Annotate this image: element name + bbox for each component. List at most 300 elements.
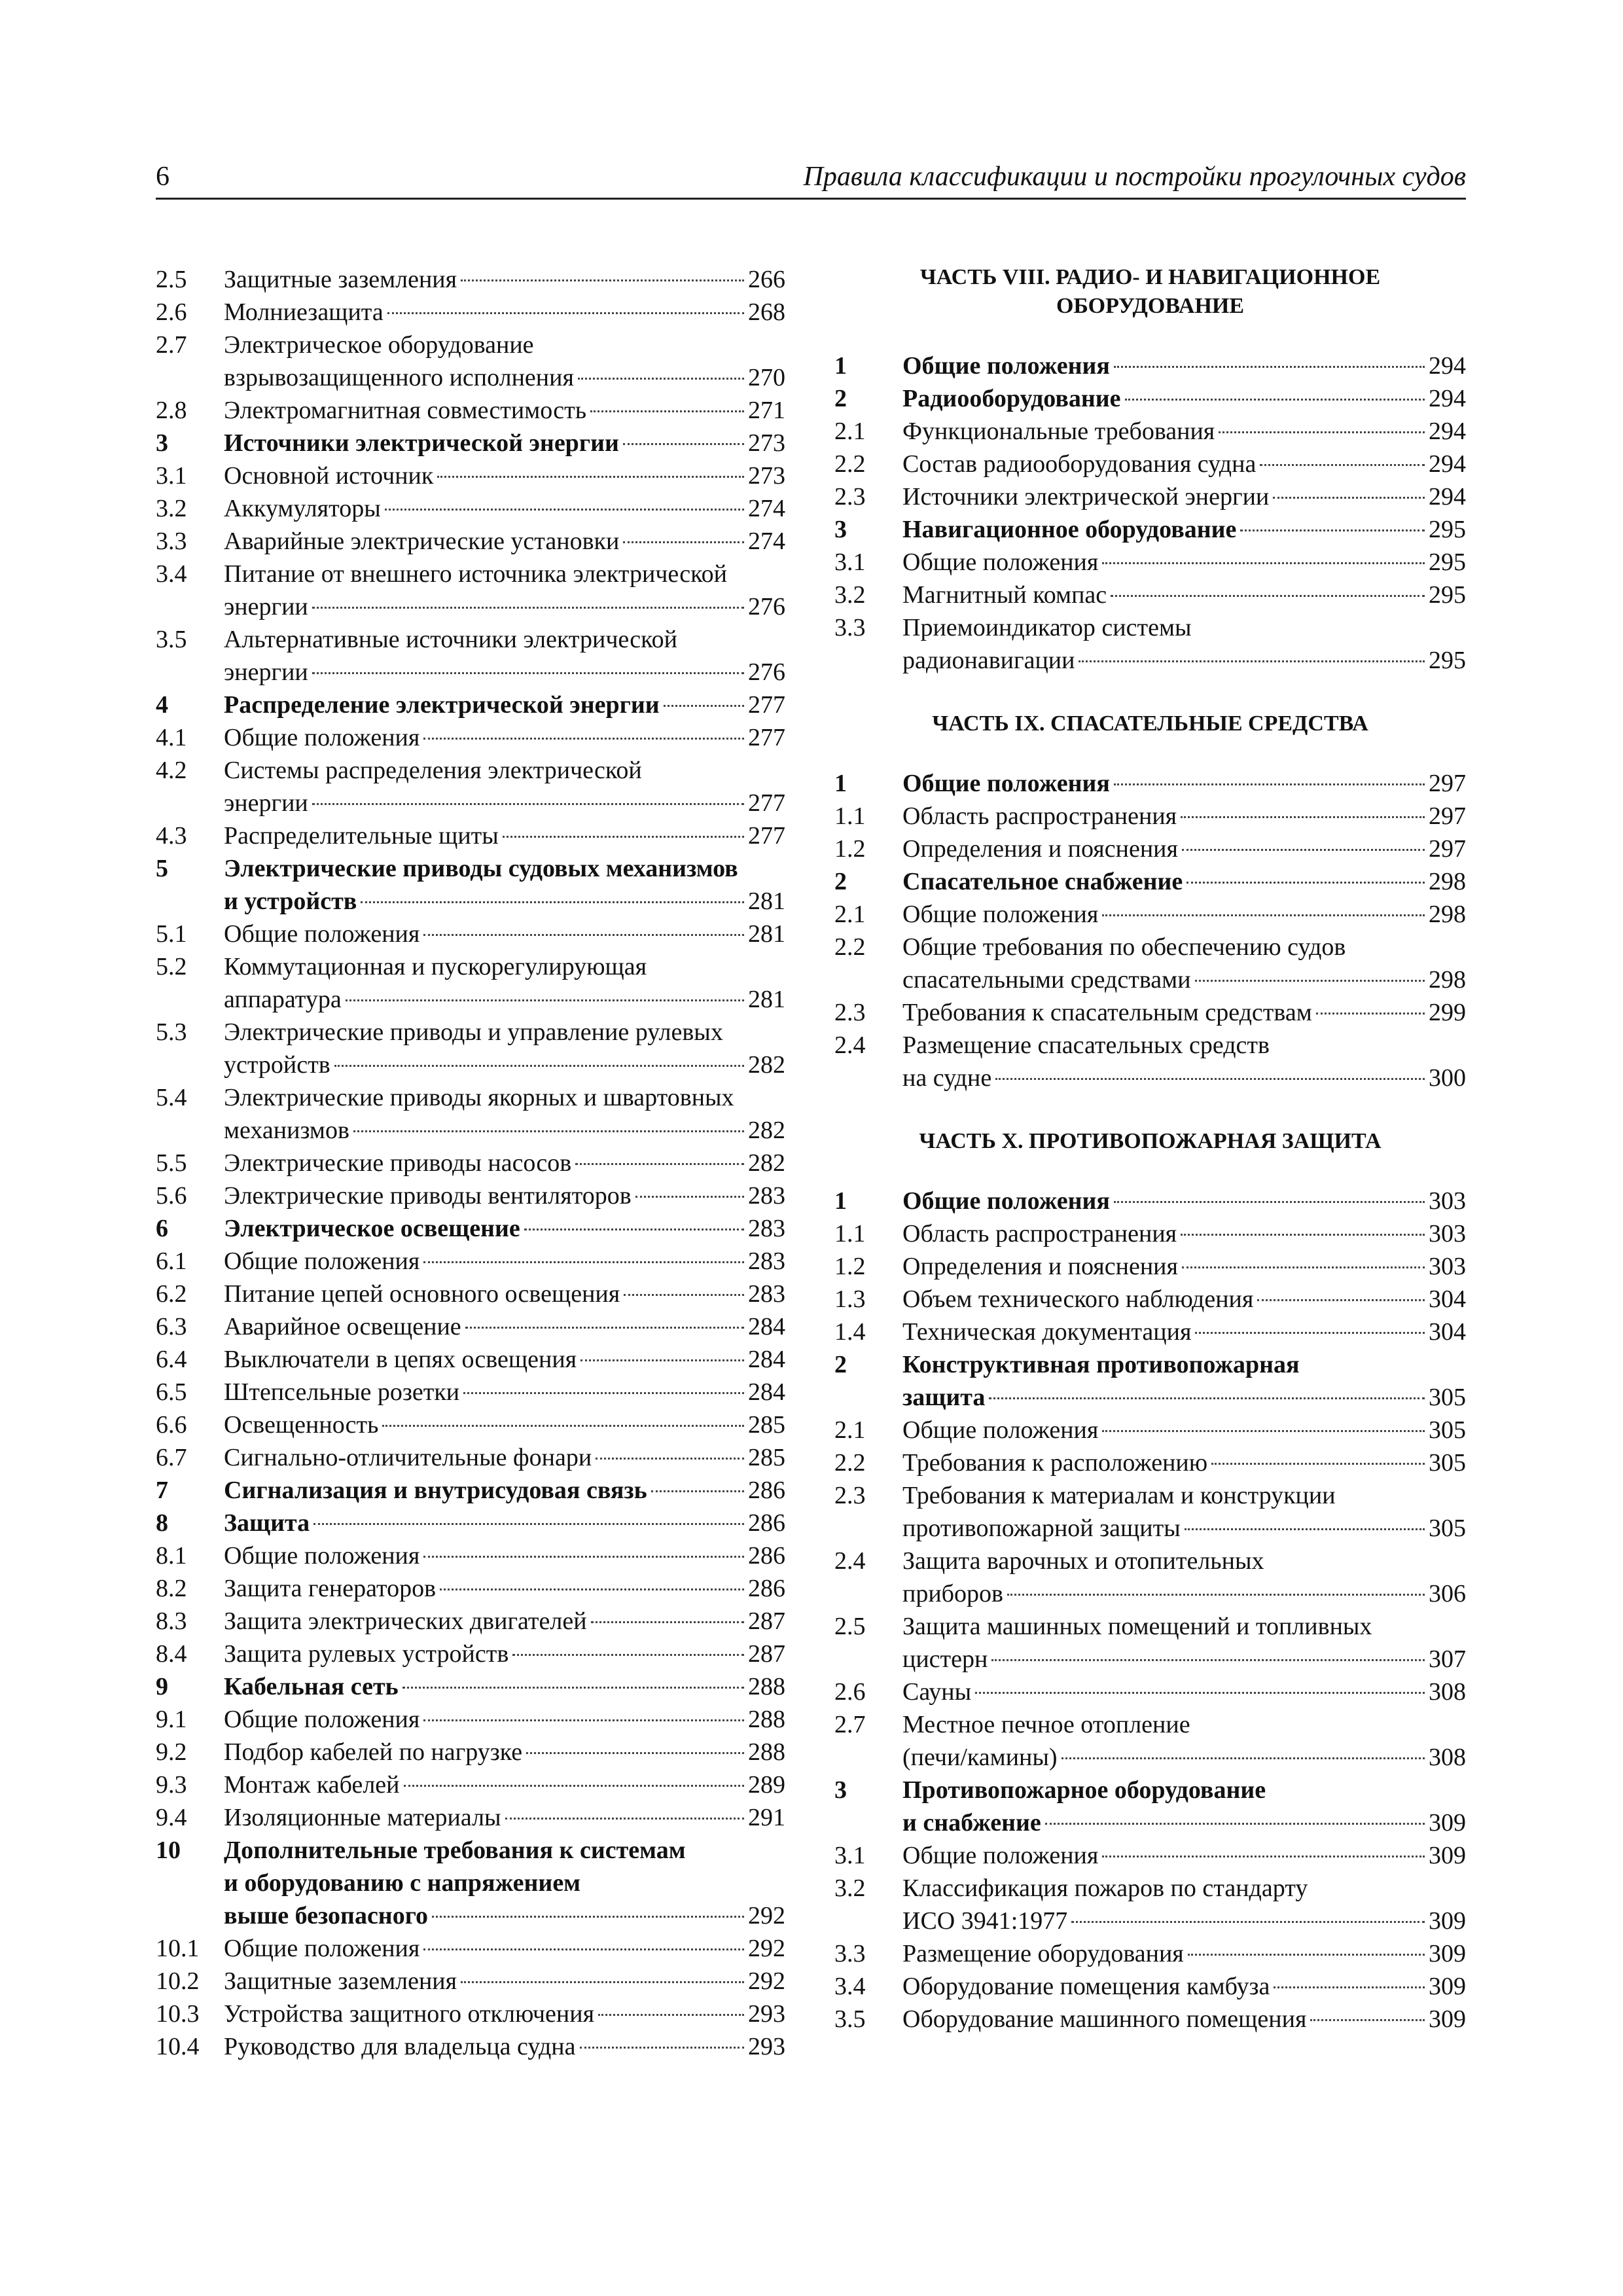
entry-title-line: и устройств <box>224 888 357 915</box>
section-number: 6.3 <box>156 1313 187 1340</box>
entry-title-line: Размещение оборудования <box>902 1940 1184 1967</box>
part-heading-line: ЧАСТЬ IX. СПАСАТЕЛЬНЫЕ СРЕДСТВА <box>932 711 1368 736</box>
entry-title <box>224 1932 785 1965</box>
entry-title-line: Питание цепей основного освещения <box>224 1280 620 1308</box>
entry-title <box>224 689 785 721</box>
page-ref: 283 <box>748 1280 785 1308</box>
toc-entry <box>834 415 1466 448</box>
section-number: 3 <box>834 1776 847 1804</box>
toc-entry <box>156 427 785 459</box>
entry-title-line: Спасательное снабжение <box>902 868 1183 895</box>
toc-entry <box>156 1016 785 1081</box>
entry-last-line <box>224 1768 785 1801</box>
entry-last-line <box>902 1937 1466 1970</box>
entry-title-line: Защитные заземления <box>224 266 457 293</box>
section-number: 9.4 <box>156 1804 187 1831</box>
section-number: 2.1 <box>834 901 866 928</box>
entry-last-line <box>224 263 785 296</box>
dot-leader <box>503 836 744 838</box>
page-ref: 305 <box>1429 1449 1466 1477</box>
entry-last-line <box>224 1605 785 1638</box>
entry-last-line <box>224 492 785 525</box>
section-number: 2.2 <box>834 933 866 961</box>
page-ref: 292 <box>748 1935 785 1962</box>
page-ref: 309 <box>1429 2005 1466 2033</box>
dot-leader <box>1219 431 1425 433</box>
entry-title-line: выше безопасного <box>224 1902 429 1929</box>
page-ref: 284 <box>748 1313 785 1340</box>
entry-last-line <box>224 1408 785 1441</box>
entry-title <box>902 1348 1466 1414</box>
entry-title <box>224 329 785 394</box>
toc-entry <box>834 1708 1466 1774</box>
section-number: 1.1 <box>834 802 866 830</box>
section-number: 3.4 <box>156 560 187 588</box>
entry-title <box>902 1250 1466 1283</box>
toc-entry <box>156 1703 785 1736</box>
dot-leader <box>975 1692 1425 1694</box>
entry-title-line: Магнитный компас <box>902 581 1107 609</box>
entry-title <box>224 296 785 329</box>
toc-entry <box>156 1179 785 1212</box>
entry-last-line <box>902 644 1466 677</box>
section-number: 2.2 <box>834 450 866 478</box>
dot-leader <box>463 1392 744 1394</box>
entry-title <box>224 263 785 296</box>
dot-leader <box>590 410 744 412</box>
page-ref: 288 <box>748 1673 785 1700</box>
entry-title <box>224 819 785 852</box>
toc-entry <box>156 1441 785 1474</box>
entry-title <box>224 1605 785 1638</box>
entry-last-line <box>902 800 1466 833</box>
dot-leader <box>505 1818 744 1820</box>
dot-leader <box>423 1556 744 1558</box>
entry-last-line <box>902 480 1466 513</box>
entry-title-line: Классификация пожаров по стандарту <box>902 1874 1308 1902</box>
section-number: 6.6 <box>156 1411 187 1439</box>
entry-title <box>224 1834 785 1932</box>
entry-last-line <box>902 1062 1466 1094</box>
toc-entry <box>834 1414 1466 1446</box>
toc-entry <box>834 350 1466 382</box>
section-number: 2 <box>834 1351 847 1378</box>
entry-title <box>224 1245 785 1278</box>
entry-title <box>902 1545 1466 1610</box>
toc-entry <box>834 865 1466 898</box>
section-number: 1.4 <box>834 1318 866 1346</box>
entry-last-line <box>902 1414 1466 1446</box>
entry-last-line <box>224 1114 785 1147</box>
entry-title <box>902 611 1466 677</box>
toc-entry <box>156 689 785 721</box>
entry-last-line <box>224 1179 785 1212</box>
section-number: 10.4 <box>156 2033 200 2060</box>
entry-title <box>224 852 785 918</box>
dot-leader <box>664 705 744 707</box>
section-number: 10 <box>156 1837 181 1864</box>
entry-title-line: ИСО 3941:1977 <box>902 1907 1068 1935</box>
entry-last-line <box>224 590 785 623</box>
page-ref: 274 <box>748 528 785 555</box>
page-ref: 288 <box>748 1706 785 1733</box>
section-number: 2.6 <box>834 1678 866 1706</box>
entry-title <box>902 996 1466 1029</box>
page-number: 6 <box>156 162 169 192</box>
section-number: 3.3 <box>156 528 187 555</box>
dot-leader <box>432 1916 744 1918</box>
section-number: 3.3 <box>834 614 866 641</box>
page-ref: 292 <box>748 1967 785 1995</box>
entry-title-line: энергии <box>224 593 308 620</box>
section-number: 8.1 <box>156 1542 187 1570</box>
toc-entry <box>156 2030 785 2063</box>
entry-title <box>902 1414 1466 1446</box>
entry-title <box>902 1970 1466 2003</box>
entry-last-line <box>224 1899 785 1932</box>
entry-last-line <box>902 1643 1466 1676</box>
dot-leader <box>1061 1757 1425 1759</box>
dot-leader <box>623 443 744 445</box>
entry-title-line: Питание от внешнего источника электрической <box>224 560 727 588</box>
toc-entry <box>834 898 1466 931</box>
toc-entry <box>834 546 1466 579</box>
toc-entry <box>834 1970 1466 2003</box>
dot-leader <box>1195 980 1425 982</box>
dot-leader <box>1114 366 1425 368</box>
entry-last-line <box>224 1049 785 1081</box>
dot-leader <box>1182 1266 1425 1268</box>
entry-title-line: защита <box>902 1384 986 1411</box>
entry-title-line: Оборудование машинного помещения <box>902 2005 1307 2033</box>
dot-leader <box>1102 1856 1425 1857</box>
entry-last-line <box>224 394 785 427</box>
entry-last-line <box>902 1905 1466 1937</box>
entry-last-line <box>224 1245 785 1278</box>
entry-last-line <box>224 1343 785 1376</box>
entry-title <box>224 1376 785 1408</box>
entry-last-line <box>224 1441 785 1474</box>
entry-last-line <box>902 1512 1466 1545</box>
page-ref: 305 <box>1429 1515 1466 1542</box>
section-number: 2.1 <box>834 1416 866 1444</box>
page-ref: 303 <box>1429 1253 1466 1280</box>
entry-last-line <box>902 1381 1466 1414</box>
dot-leader <box>1102 1430 1425 1432</box>
entry-title-line: аппаратура <box>224 986 342 1013</box>
dot-leader <box>423 1948 744 1950</box>
dot-leader <box>1181 816 1425 818</box>
section-number: 2.4 <box>834 1547 866 1575</box>
section-number: 10.3 <box>156 2000 200 2028</box>
toc-entry <box>834 382 1466 415</box>
entry-title-line: Общие положения <box>902 1416 1099 1444</box>
toc-entry <box>156 1245 785 1278</box>
entry-title-line: Общие положения <box>902 770 1110 797</box>
section-number: 8.4 <box>156 1640 187 1668</box>
section-number: 1.1 <box>834 1220 866 1247</box>
entry-title <box>224 525 785 558</box>
dot-leader <box>524 1229 744 1230</box>
dot-leader <box>423 1261 744 1263</box>
entry-title <box>902 1029 1466 1094</box>
section-number: 5.5 <box>156 1149 187 1177</box>
entry-title-line: Общие положения <box>902 1842 1099 1869</box>
entry-title <box>224 1343 785 1376</box>
entry-title-line: Дополнительные требования к системам <box>224 1837 686 1864</box>
entry-title <box>224 1016 785 1081</box>
entry-title <box>902 1610 1466 1676</box>
entry-last-line <box>224 918 785 950</box>
dot-leader <box>1195 1332 1425 1334</box>
section-number: 3 <box>834 516 847 543</box>
dot-leader <box>1102 562 1425 564</box>
entry-title-line: Источники электрической энергии <box>902 483 1270 511</box>
section-number: 3.4 <box>834 1973 866 2000</box>
entry-last-line <box>224 1932 785 1965</box>
dot-leader <box>995 1078 1425 1080</box>
entry-title-line: энергии <box>224 658 308 686</box>
page-ref: 295 <box>1429 548 1466 576</box>
entry-title-line: Освещенность <box>224 1411 379 1439</box>
dot-leader <box>1240 529 1425 531</box>
toc-entry <box>156 1801 785 1834</box>
entry-title <box>224 623 785 689</box>
toc-entry <box>834 1479 1466 1545</box>
page-ref: 297 <box>1429 802 1466 830</box>
dot-leader <box>1007 1594 1425 1596</box>
entry-title-line: приборов <box>902 1580 1003 1607</box>
entry-title <box>224 558 785 623</box>
dot-leader <box>1111 595 1425 597</box>
toc-entry <box>156 1310 785 1343</box>
toc-entry <box>834 931 1466 996</box>
page-ref: 299 <box>1429 999 1466 1026</box>
page-ref: 309 <box>1429 1809 1466 1837</box>
part-heading-line: ОБОРУДОВАНИЕ <box>1056 294 1245 318</box>
toc-entry <box>834 1610 1466 1676</box>
entry-last-line <box>902 448 1466 480</box>
section-number: 9.2 <box>156 1738 187 1766</box>
toc-entry <box>156 1932 785 1965</box>
section-number: 5.2 <box>156 953 187 980</box>
toc-entry <box>834 767 1466 800</box>
toc-entry <box>834 1937 1466 1970</box>
entry-title-line: Размещение спасательных средств <box>902 1031 1270 1059</box>
dot-leader <box>1257 1299 1425 1301</box>
page-ref: 281 <box>748 986 785 1013</box>
page-ref: 288 <box>748 1738 785 1766</box>
dot-leader <box>598 2014 744 2016</box>
page-ref: 282 <box>748 1117 785 1144</box>
entry-last-line <box>902 1970 1466 2003</box>
entry-title <box>902 865 1466 898</box>
page-ref: 304 <box>1429 1285 1466 1313</box>
entry-title <box>224 950 785 1016</box>
section-number: 1.2 <box>834 1253 866 1280</box>
entry-last-line <box>902 898 1466 931</box>
entry-title <box>224 1474 785 1507</box>
entry-title <box>224 1736 785 1768</box>
entry-title-line: Защита машинных помещений и топливных <box>902 1613 1372 1640</box>
page-ref: 287 <box>748 1607 785 1635</box>
dot-leader <box>578 378 744 380</box>
entry-title <box>902 1217 1466 1250</box>
page-ref: 309 <box>1429 1842 1466 1869</box>
entry-title-line: Требования к спасательным средствам <box>902 999 1312 1026</box>
toc-entry <box>834 1545 1466 1610</box>
section-number: 2.2 <box>834 1449 866 1477</box>
part-heading <box>834 1127 1466 1156</box>
toc-entry <box>834 1029 1466 1094</box>
page-ref: 294 <box>1429 352 1466 380</box>
entry-title <box>224 721 785 754</box>
section-number: 10.2 <box>156 1967 200 1995</box>
entry-last-line <box>902 1806 1466 1839</box>
entry-title <box>902 1185 1466 1217</box>
entry-title <box>224 427 785 459</box>
page-ref: 294 <box>1429 418 1466 445</box>
entry-title-line: Радиооборудование <box>902 385 1121 412</box>
entry-last-line <box>224 1310 785 1343</box>
entry-last-line <box>224 296 785 329</box>
entry-last-line <box>224 1539 785 1572</box>
dot-leader <box>461 1981 744 1983</box>
entry-last-line <box>902 1217 1466 1250</box>
entry-title-line: Выключатели в цепях освещения <box>224 1346 577 1373</box>
dot-leader <box>991 1659 1425 1661</box>
dot-leader <box>635 1196 744 1198</box>
toc-left-column <box>156 263 785 2063</box>
entry-title-line: на судне <box>902 1064 992 1092</box>
section-number: 1.3 <box>834 1285 866 1313</box>
dot-leader <box>361 901 744 903</box>
page-ref: 276 <box>748 658 785 686</box>
entry-title <box>902 415 1466 448</box>
dot-leader <box>402 1687 744 1689</box>
page-ref: 281 <box>748 888 785 915</box>
page-ref: 291 <box>748 1804 785 1831</box>
toc-entry <box>156 1670 785 1703</box>
page-ref: 294 <box>1429 450 1466 478</box>
entry-title <box>902 350 1466 382</box>
toc-entry <box>156 721 785 754</box>
entry-title-line: противопожарной защиты <box>902 1515 1181 1542</box>
dot-leader <box>465 1327 744 1329</box>
page-ref: 305 <box>1429 1416 1466 1444</box>
dot-leader <box>989 1397 1425 1399</box>
dot-leader <box>334 1065 744 1067</box>
section-number: 2.5 <box>156 266 187 293</box>
toc-entry <box>156 296 785 329</box>
page-ref: 277 <box>748 822 785 850</box>
section-number: 3.1 <box>156 462 187 490</box>
dot-leader <box>580 2047 745 2049</box>
entry-title-line: Изоляционные материалы <box>224 1804 501 1831</box>
entry-last-line <box>902 963 1466 996</box>
dot-leader <box>575 1163 744 1165</box>
toc-entry <box>156 329 785 394</box>
entry-title-line: Защита рулевых устройств <box>224 1640 509 1668</box>
section-number: 2.3 <box>834 999 866 1026</box>
page-ref: 308 <box>1429 1744 1466 1771</box>
entry-title-line: Функциональные требования <box>902 418 1215 445</box>
entry-title-line: Местное печное отопление <box>902 1711 1190 1738</box>
entry-title-line: Область распространения <box>902 1220 1177 1247</box>
entry-last-line <box>224 459 785 492</box>
entry-title-line: Объем технического наблюдения <box>902 1285 1254 1313</box>
entry-title <box>224 1965 785 1998</box>
dot-leader <box>591 1621 744 1623</box>
entry-title-line: Сауны <box>902 1678 972 1706</box>
toc-entry <box>156 1278 785 1310</box>
entry-title-line: Защита <box>224 1509 310 1537</box>
entry-last-line <box>224 1670 785 1703</box>
page-ref: 289 <box>748 1771 785 1799</box>
section-number: 3 <box>156 429 168 457</box>
section-number: 2 <box>834 385 847 412</box>
dot-leader <box>1182 849 1425 851</box>
entry-title <box>902 1676 1466 1708</box>
entry-title-line: Устройства защитного отключения <box>224 2000 595 2028</box>
entry-title-line: Электрические приводы судовых механизмов <box>224 855 738 882</box>
entry-title <box>224 1998 785 2030</box>
page-ref: 297 <box>1429 835 1466 863</box>
page-ref: 303 <box>1429 1187 1466 1215</box>
page-ref: 295 <box>1429 647 1466 674</box>
page-ref: 276 <box>748 593 785 620</box>
section-number: 5.1 <box>156 920 187 948</box>
page-ref: 282 <box>748 1149 785 1177</box>
dot-leader <box>1310 2019 1425 2021</box>
entry-title-line: Область распространения <box>902 802 1177 830</box>
entry-title-line: Общие положения <box>224 1542 420 1570</box>
dot-leader <box>624 1294 744 1296</box>
section-number: 3.2 <box>156 495 187 522</box>
toc-entry <box>156 918 785 950</box>
page-ref: 277 <box>748 724 785 751</box>
section-number: 3.5 <box>156 626 187 653</box>
toc-entry <box>834 1185 1466 1217</box>
entry-title-line: радионавигации <box>902 647 1075 674</box>
entry-last-line <box>902 579 1466 611</box>
dot-leader <box>404 1785 745 1787</box>
entry-title-line: (печи/камины) <box>902 1744 1058 1771</box>
entry-last-line <box>224 656 785 689</box>
section-number: 2.6 <box>156 298 187 326</box>
entry-title <box>902 1708 1466 1774</box>
dot-leader <box>312 803 744 805</box>
entry-title <box>902 1839 1466 1872</box>
entry-title-line: энергии <box>224 789 308 817</box>
page-ref: 309 <box>1429 1940 1466 1967</box>
entry-last-line <box>902 996 1466 1029</box>
section-number: 2.7 <box>834 1711 866 1738</box>
section-number: 8.3 <box>156 1607 187 1635</box>
entry-title-line: Общие положения <box>224 724 420 751</box>
page-ref: 273 <box>748 429 785 457</box>
entry-title-line: Противопожарное оборудование <box>902 1776 1266 1804</box>
section-number: 3.2 <box>834 1874 866 1902</box>
entry-title-line: и снабжение <box>902 1809 1041 1837</box>
toc-entry <box>834 996 1466 1029</box>
section-number: 7 <box>156 1477 168 1504</box>
section-number: 3.5 <box>834 2005 866 2033</box>
section-number: 2.7 <box>156 331 187 359</box>
page-ref: 286 <box>748 1477 785 1504</box>
entry-title-line: Общие положения <box>224 1935 420 1962</box>
entry-title <box>902 448 1466 480</box>
